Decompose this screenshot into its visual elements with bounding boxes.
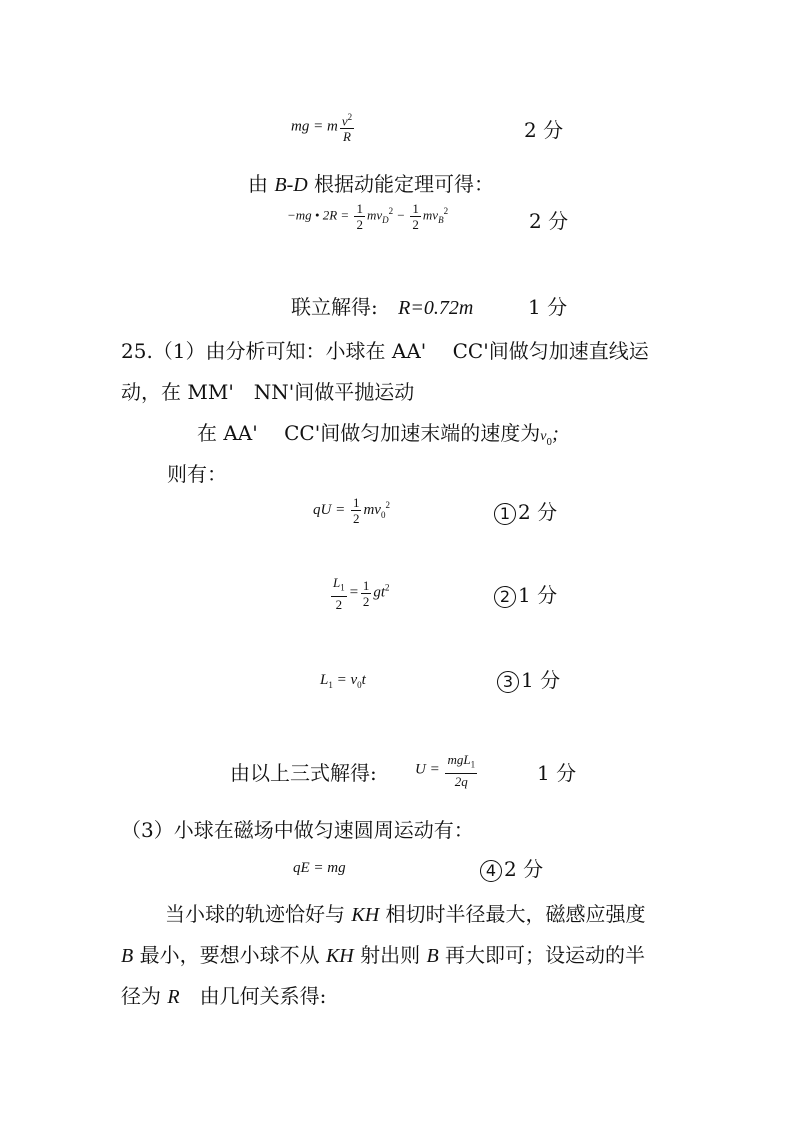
eq-top-num <box>340 110 354 129</box>
eq2-eq: = <box>348 584 359 601</box>
para-l1v: KH <box>351 904 380 926</box>
text-bd-var: B-D <box>274 174 308 196</box>
circled-mark-2: 2 <box>494 586 516 608</box>
q25-line3-text: 在 AA' CC'间做匀加速末端的速度为 <box>197 421 541 445</box>
circled-mark-4: 4 <box>480 860 502 882</box>
para-l2v3: B <box>426 945 439 967</box>
eq1-lhs: qU = <box>313 501 346 518</box>
eq1-rhs-sub: 0 <box>380 509 386 520</box>
eq1-f-num: 1 <box>352 495 360 510</box>
eq-top-num-v: v <box>341 113 348 129</box>
para-l3a: 径为 <box>121 984 168 1008</box>
eq3-rhs-sub: 0 <box>357 680 362 690</box>
eq-energy-t1: mv <box>366 207 383 223</box>
text-solve-result: R=0.72m <box>398 297 474 319</box>
eq3-score: 1 分 <box>521 668 561 692</box>
equation-2 <box>329 575 390 612</box>
eq-energy-t2: mv <box>422 207 439 223</box>
q3-text: （3）小球在磁场中做匀速圆周运动有： <box>121 818 474 842</box>
para-l2v2: KH <box>325 945 354 967</box>
eq-energy-minus: − <box>396 207 406 223</box>
score-eq-energy: 2 分 <box>529 209 569 233</box>
eq-energy-frac1 <box>354 201 365 232</box>
eq2-lfrac <box>331 575 347 612</box>
para-l1a: 当小球的轨迹恰好与 <box>165 902 352 926</box>
eq2-score: 1 分 <box>518 583 558 607</box>
text-three-eqs: 由以上三式解得: <box>230 761 377 785</box>
eq2-rhs: gt <box>373 584 386 601</box>
q25-line3-var: v <box>540 429 547 444</box>
eq1-score: 2 分 <box>518 500 558 524</box>
para-line1 <box>165 898 646 927</box>
score-eq1 <box>494 496 557 525</box>
eq-energy-f1-den: 2 <box>356 217 363 232</box>
eq2-l-den: 2 <box>335 596 343 612</box>
eq-top-num-sup: 2 <box>347 112 353 122</box>
eq-energy-t2-sub: B <box>438 215 444 226</box>
para-l3b: 由几何关系得: <box>179 984 327 1008</box>
eq2-l-sub: 1 <box>340 582 345 593</box>
eq-u-num-var: mgL <box>447 752 471 767</box>
text-bd-intro <box>248 168 494 197</box>
para-l2c: 再大即可；设运动的半 <box>438 943 646 967</box>
eq-energy-f2-den: 2 <box>412 217 419 232</box>
para-l2a: 最小，要想小球不从 <box>133 943 326 967</box>
eq2-frac <box>361 578 372 609</box>
score-solve: 1 分 <box>528 295 568 319</box>
equation-1 <box>313 495 390 526</box>
score-eq3 <box>497 664 560 693</box>
para-line3 <box>121 980 326 1009</box>
q25-line1: 25.（1）由分析可知：小球在 AA' CC'间做匀加速直线运 <box>121 339 649 363</box>
eq-u-frac <box>445 752 477 789</box>
eq3-lhs-sub: 1 <box>328 680 333 690</box>
para-line2 <box>121 939 645 968</box>
eq2-l-num <box>331 575 347 597</box>
eq-energy-frac2 <box>410 201 421 232</box>
eq4-score: 2 分 <box>504 857 544 881</box>
eq1-frac <box>351 495 362 526</box>
text-solve <box>291 291 473 320</box>
equation-centripetal: mg = m $\frac{v^2}{R}$ <box>291 112 353 145</box>
q25-then: 则有： <box>167 462 227 486</box>
q25-line3-sub: 0 <box>546 438 553 448</box>
text-bd-post: 根据动能定理可得： <box>307 172 495 196</box>
q25-line2: 动，在 MM' NN'间做平抛运动 <box>121 380 415 404</box>
eq2-f-num: 1 <box>362 577 370 593</box>
eq-u-lhs: U = <box>415 761 440 778</box>
eq2-l-num-var: L <box>333 575 341 590</box>
eq-energy-t1-sub: D <box>382 215 389 226</box>
eq3-lhs: L <box>320 672 329 688</box>
eq3-eq: = v <box>336 672 358 688</box>
eq-u-num-sub: 1 <box>470 759 476 770</box>
eq-top-mid: m <box>326 118 338 135</box>
eq-top-den: R <box>342 129 351 145</box>
eq-top-frac <box>340 110 354 144</box>
text-bd-pre: 由 <box>248 172 275 196</box>
score-eq-top: 2 分 <box>524 118 564 142</box>
eq-energy-t2-sup: 2 <box>443 206 449 217</box>
eq-energy-lhs: −mg • 2R = <box>287 207 350 223</box>
eq1-rhs: mv <box>363 501 381 518</box>
score-eq2 <box>494 579 557 608</box>
eq-u-den: 2q <box>454 773 468 789</box>
eq-top-lhs: mg <box>291 118 310 135</box>
text-solve-label: 联立解得: <box>291 295 378 319</box>
eq2-rhs-sup: 2 <box>385 582 390 593</box>
q25-line3-end: ; <box>552 423 559 445</box>
eq-energy-t1-sup: 2 <box>388 206 394 217</box>
eq1-f-den: 2 <box>352 511 360 526</box>
eq3-rhs: t <box>361 672 366 688</box>
score-three: 1 分 <box>537 761 577 785</box>
equation-4: qE = mg <box>293 860 346 876</box>
equation-3 <box>320 672 366 690</box>
eq1-rhs-sup: 2 <box>385 499 390 510</box>
eq-energy-f1-num: 1 <box>356 201 363 216</box>
para-l2b: 射出则 <box>353 943 427 967</box>
equation-energy <box>287 201 448 232</box>
score-eq4 <box>480 853 543 882</box>
eq-u-num <box>445 752 477 774</box>
eq2-f-den: 2 <box>362 593 370 609</box>
eq-energy-f2-num: 1 <box>412 201 419 216</box>
circled-mark-3: 3 <box>497 671 519 693</box>
q25-line3 <box>197 417 559 448</box>
equation-u <box>415 752 479 789</box>
para-l2v1: B <box>121 945 134 967</box>
para-l1b: 相切时半径最大，磁感应强度 <box>379 902 646 926</box>
para-l3v: R <box>167 986 180 1008</box>
circled-mark-1: 1 <box>494 503 516 525</box>
